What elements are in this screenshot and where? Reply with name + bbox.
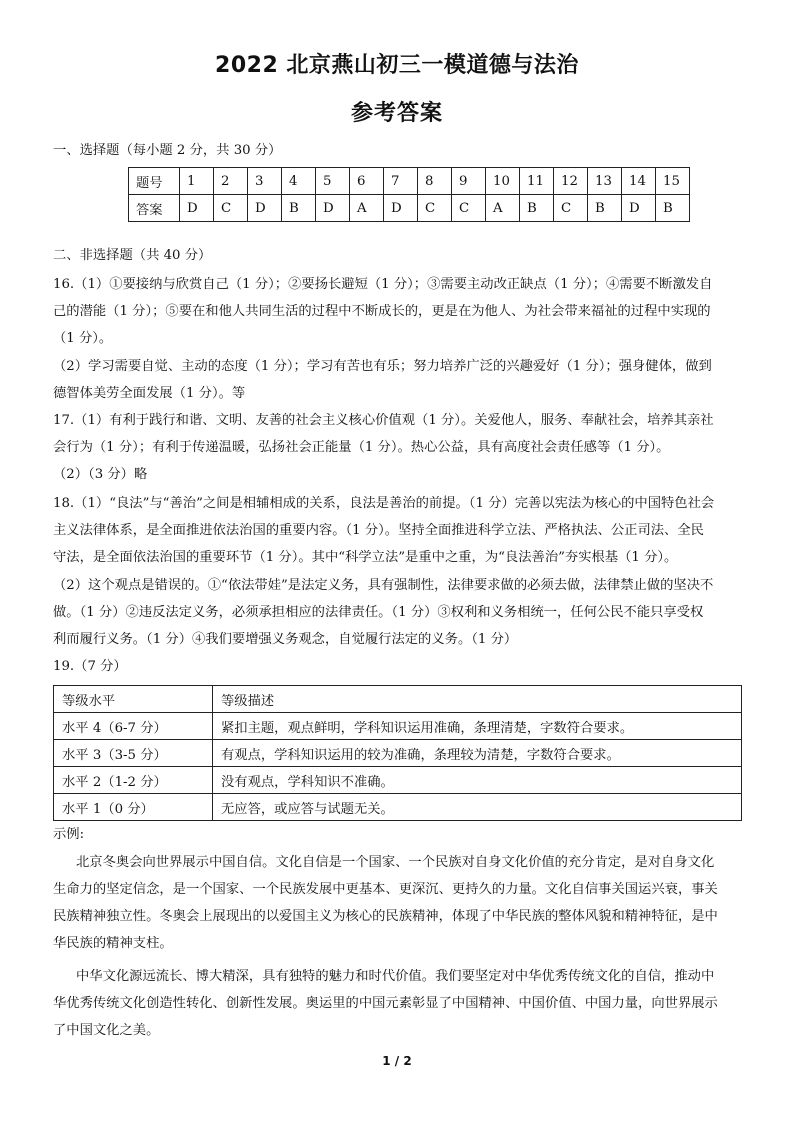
table-cell: 7 xyxy=(384,168,418,195)
answer-line: 己的潜能（1 分）；⑤要在和他人共同生活的过程中不断成长的，更是在为他人、为社会带来福祉的过程中实现的 xyxy=(53,304,711,319)
answer-line: 守法，是全面依法治国的重要环节（1 分）。其中“科学立法”是重中之重，为“良法善治”夯实根基（1 分）。 xyxy=(53,550,678,565)
table-cell: 水平 2（1-2 分） xyxy=(54,767,213,794)
table-cell: C xyxy=(452,195,486,222)
example-label: 示例: xyxy=(53,827,85,842)
table-cell: 12 xyxy=(554,168,588,195)
table-cell: A xyxy=(486,195,520,222)
choice-answer-table xyxy=(128,167,690,222)
example-paragraph-line: 华民族的精神支柱。 xyxy=(53,936,173,951)
answer-line: 17.（1）有利于践行和谐、文明、友善的社会主义核心价值观（1 分）。关爱他人，服务、奉献社会，培养其亲社 xyxy=(53,413,714,428)
page-subtitle: 参考答案 xyxy=(350,101,443,126)
table-cell: C xyxy=(214,195,248,222)
table-cell: D xyxy=(384,195,418,222)
table-row xyxy=(54,740,742,767)
table-cell: 14 xyxy=(622,168,656,195)
table-row xyxy=(129,195,690,222)
answer-line: 19.（7 分） xyxy=(53,659,127,674)
answer-line: 德智体美劳全面发展（1 分）。等 xyxy=(53,386,246,401)
table-cell: B xyxy=(656,195,690,222)
table-cell: 11 xyxy=(520,168,554,195)
table-cell: 5 xyxy=(316,168,350,195)
table-cell: 答案 xyxy=(129,195,180,222)
table-cell: 紧扣主题，观点鲜明，学科知识运用准确，条理清楚，字数符合要求。 xyxy=(213,713,742,740)
table-cell: D xyxy=(316,195,350,222)
table-cell: 有观点，学科知识运用的较为准确，条理较为清楚，字数符合要求。 xyxy=(213,740,742,767)
table-cell: 6 xyxy=(350,168,384,195)
answer-line: 主义法律体系，是全面推进依法治国的重要内容。（1 分）。坚持全面推进科学立法、严格执法、公正司法、全民 xyxy=(53,523,704,538)
answer-line: 利而履行义务。（1 分）④我们要增强义务观念，自觉履行法定的义务。（1 分） xyxy=(53,632,518,647)
example-paragraph-line: 北京冬奥会向世界展示中国自信。文化自信是一个国家、一个民族对自身文化价值的充分肯定，是对自身文化 xyxy=(76,855,715,870)
section-heading-nonchoice: 二、非选择题（共 40 分） xyxy=(53,248,212,263)
table-cell: 15 xyxy=(656,168,690,195)
section-heading-choice: 一、选择题（每小题 2 分，共 30 分） xyxy=(53,143,282,158)
table-cell: 13 xyxy=(588,168,622,195)
answer-line: 做。（1 分）②违反法定义务，必须承担相应的法律责任。（1 分）③权利和义务相统一，任何公民不能只享受权 xyxy=(53,605,704,620)
table-cell: A xyxy=(350,195,384,222)
table-cell: C xyxy=(554,195,588,222)
answer-line: （1 分）。 xyxy=(53,331,113,346)
table-row xyxy=(54,686,742,713)
example-paragraph-line: 民族精神独立性。冬奥会上展现出的以爱国主义为核心的民族精神，体现了中华民族的整体风貌和精神特征，是中 xyxy=(53,909,718,924)
example-paragraph-line: 华优秀传统文化创造性转化、创新性发展。奥运里的中国元素彰显了中国精神、中国价值、中国力量，向世界展示 xyxy=(53,996,718,1011)
grading-level-table xyxy=(53,685,742,821)
table-cell: 8 xyxy=(418,168,452,195)
table-cell: 4 xyxy=(282,168,316,195)
table-header-cell: 等级描述 xyxy=(213,686,742,713)
page-title: 2022 北京燕山初三一模道德与法治 xyxy=(215,53,579,78)
table-row xyxy=(54,767,742,794)
table-cell: B xyxy=(520,195,554,222)
table-cell: 没有观点，学科知识不准确。 xyxy=(213,767,742,794)
table-cell: 9 xyxy=(452,168,486,195)
table-cell: 题号 xyxy=(129,168,180,195)
table-cell: 水平 4（6-7 分） xyxy=(54,713,213,740)
table-header-cell: 等级水平 xyxy=(54,686,213,713)
answer-line: 18.（1）“良法”与“善治”之间是相辅相成的关系，良法是善治的前提。（1 分）完善以宪法为核心的中国特色社会 xyxy=(53,496,715,511)
table-cell: B xyxy=(588,195,622,222)
table-row xyxy=(54,713,742,740)
table-cell: 2 xyxy=(214,168,248,195)
table-row xyxy=(129,168,690,195)
page-number: 1 / 2 xyxy=(382,1054,412,1068)
answer-line: 16.（1）①要接纳与欣赏自己（1 分）；②要扬长避短（1 分）；③需要主动改正缺点（1 分）；④需要不断激发自 xyxy=(53,277,713,292)
answer-line: （2）这个观点是错误的。①“依法带娃”是法定义务，具有强制性，法律要求做的必须去做，法律禁止做的坚决不 xyxy=(53,578,714,593)
table-cell: 1 xyxy=(180,168,214,195)
answer-line: （2）（3 分）略 xyxy=(53,467,148,482)
example-paragraph-line: 生命力的坚定信念，是一个国家、一个民族发展中更基本、更深沉、更持久的力量。文化自信事关国运兴衰，事关 xyxy=(53,882,718,897)
example-paragraph-line: 中华文化源远流长、博大精深，具有独特的魅力和时代价值。我们要坚定对中华优秀传统文化的自信，推动中 xyxy=(76,969,715,984)
answer-line: （2）学习需要自觉、主动的态度（1 分）；学习有苦也有乐；努力培养广泛的兴趣爱好（1 分）；强身健体，做到 xyxy=(53,359,712,374)
table-cell: D xyxy=(180,195,214,222)
table-cell: C xyxy=(418,195,452,222)
table-cell: B xyxy=(282,195,316,222)
table-row xyxy=(54,794,742,821)
table-cell: 水平 3（3-5 分） xyxy=(54,740,213,767)
example-paragraph-line: 了中国文化之美。 xyxy=(53,1023,160,1038)
table-cell: 水平 1（0 分） xyxy=(54,794,213,821)
table-cell: 10 xyxy=(486,168,520,195)
table-cell: D xyxy=(248,195,282,222)
table-cell: 无应答，或应答与试题无关。 xyxy=(213,794,742,821)
table-cell: D xyxy=(622,195,656,222)
table-cell: 3 xyxy=(248,168,282,195)
answer-line: 会行为（1 分）；有利于传递温暖，弘扬社会正能量（1 分）。热心公益，具有高度社会责任感等（1 分）。 xyxy=(53,440,670,455)
